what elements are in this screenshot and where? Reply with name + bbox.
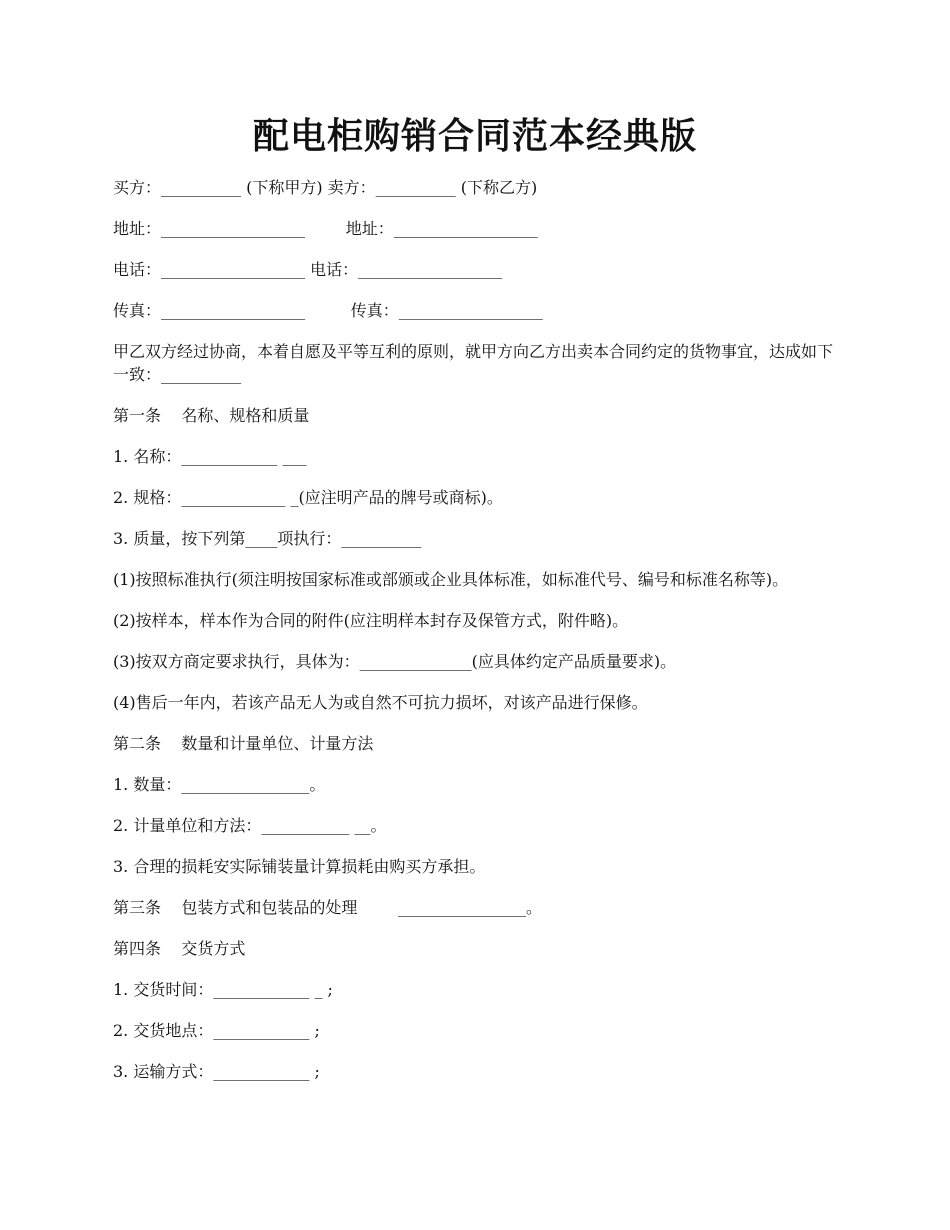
article-4-item-transport: 3. 运输方式：____________ ;	[113, 1062, 320, 1081]
article-4-heading: 第四条 交货方式	[113, 939, 246, 958]
preamble-paragraph: 甲乙双方经过协商，本着自愿及平等互利的原则，就甲方向乙方出卖本合同约定的货物事宜，达成如下一致：__________	[113, 342, 834, 384]
article-2-item-loss: 3. 合理的损耗安实际铺装量计算损耗由购买方承担。	[113, 857, 486, 876]
address-line: 地址：__________________ 地址：__________________	[113, 219, 538, 238]
article-2-item-unit: 2. 计量单位和方法：___________ __。	[113, 816, 387, 835]
article-1-item-quality: 3. 质量，按下列第____项执行：__________	[113, 529, 422, 548]
article-1-item-spec: 2. 规格：_____________ _(应注明产品的牌号或商标)。	[113, 488, 503, 507]
buyer-seller-line: 买方：__________ (下称甲方) 卖方：__________ (下称乙方)	[113, 178, 538, 197]
document-body	[113, 176, 843, 1101]
article-4-item-time: 1. 交货时间：____________ _ ;	[113, 980, 333, 999]
document-title: 配电柜购销合同范本经典版	[252, 115, 697, 157]
quality-option-1: (1)按照标准执行(须注明按国家标准或部颁或企业具体标准，如标准代号、编号和标准名称等)。	[113, 570, 789, 589]
article-1-heading: 第一条 名称、规格和质量	[113, 406, 310, 425]
article-2-item-quantity: 1. 数量：________________。	[113, 775, 326, 794]
quality-option-4: (4)售后一年内，若该产品无人为或自然不可抗力损坏，对该产品进行保修。	[113, 693, 648, 712]
article-3-heading: 第三条 包装方式和包装品的处理 ________________。	[113, 898, 543, 917]
article-2-heading: 第二条 数量和计量单位、计量方法	[113, 734, 374, 753]
phone-line: 电话：__________________ 电话：__________________	[113, 260, 503, 279]
article-4-item-place: 2. 交货地点：____________ ;	[113, 1021, 320, 1040]
quality-option-3: (3)按双方商定要求执行，具体为：______________(应具体约定产品质量要求)。	[113, 652, 677, 671]
quality-option-2: (2)按样本，样本作为合同的附件(应注明样本封存及保管方式，附件略)。	[113, 611, 629, 630]
fax-line: 传真：__________________ 传真：__________________	[113, 301, 543, 320]
article-1-item-name: 1. 名称：____________ ___	[113, 447, 307, 466]
